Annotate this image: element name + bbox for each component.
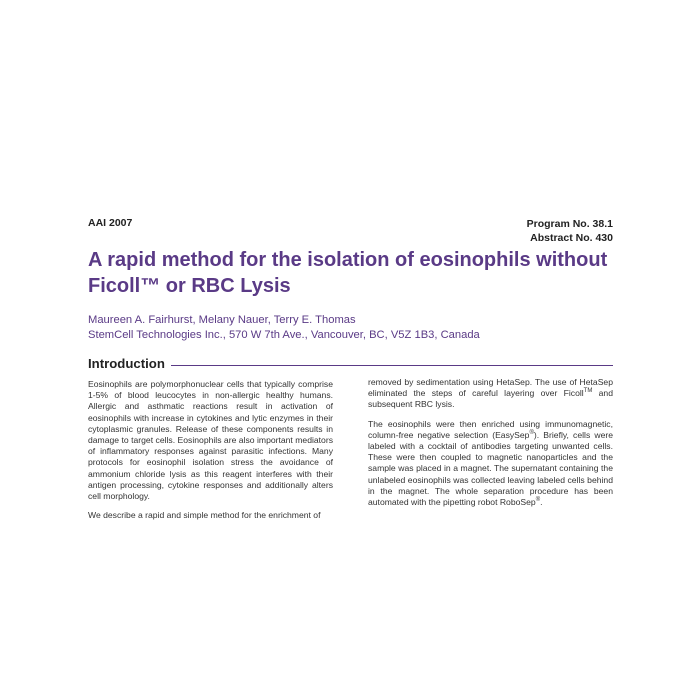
trademark-sup: TM <box>583 388 593 395</box>
intro-paragraph-1: Eosinophils are polymorphonuclear cells that typically comprise 1-5% of blood leucocytes in non-allergic healthy humans. Allergic and asthmatic reactions result in activation of eosinophils with increase in cytokines and lytic enzymes in their cytoplasmic granules. Release of these components results in damage to target cells. Eosinophils are also important mediators of inflammatory responses against parasitic infections. Many protocols for eosinophil isolation stress the avoidance of ammonium chloride lysis as this reagent interferes with their antigen processing, cytokine responses and additionally alters cell morphology. <box>88 379 333 502</box>
title-line-2: Ficoll™ or RBC Lysis <box>88 275 291 297</box>
author-block <box>88 313 480 343</box>
title-line-1: A rapid method for the isolation of eosinophils without <box>88 249 608 271</box>
abstract-number: Abstract No. 430 <box>530 232 613 244</box>
conference-label: AAI 2007 <box>88 217 133 229</box>
registered-sup-2: ® <box>535 497 541 504</box>
paper-title <box>88 247 618 299</box>
right-column <box>368 377 613 516</box>
section-divider <box>163 365 613 366</box>
intro-paragraph-2: We describe a rapid and simple method for the enrichment of <box>88 510 321 521</box>
methods-p2-text-end: . <box>540 497 543 508</box>
methods-p2-text-mid: ). Briefly, cells were labeled with a cocktail of antibodies targeting unwanted cells. These were then coupled to magnetic nanoparticles and the sample was placed in a magnet. The supernatant containing the unlabeled eosinophils was collected leaving labeled cells behind in the magnet. The whole separation procedure has been automated with the pipetting robot RoboSep <box>368 429 614 508</box>
author-names: Maureen A. Fairhurst, Melany Nauer, Terry E. Thomas <box>88 314 356 326</box>
section-heading: Introduction <box>88 356 171 371</box>
left-column <box>88 379 333 522</box>
methods-paragraph-1 <box>368 377 613 411</box>
methods-p2-text: The eosinophils were then enriched using immunomagnetic, column-free negative selection (EasySep <box>368 418 613 440</box>
methods-paragraph-2 <box>368 419 613 509</box>
author-affiliation: StemCell Technologies Inc., 570 W 7th Ave., Vancouver, BC, V5Z 1B3, Canada <box>88 329 480 341</box>
registered-sup-1: ® <box>529 429 534 436</box>
program-info <box>527 217 613 245</box>
methods-p1-text-end: and subsequent RBC lysis. <box>368 388 613 410</box>
program-number: Program No. 38.1 <box>526 218 613 230</box>
methods-p1-text: removed by sedimentation using HetaSep. The use of HetaSep eliminated the steps of careful layering over Ficoll <box>368 377 613 399</box>
